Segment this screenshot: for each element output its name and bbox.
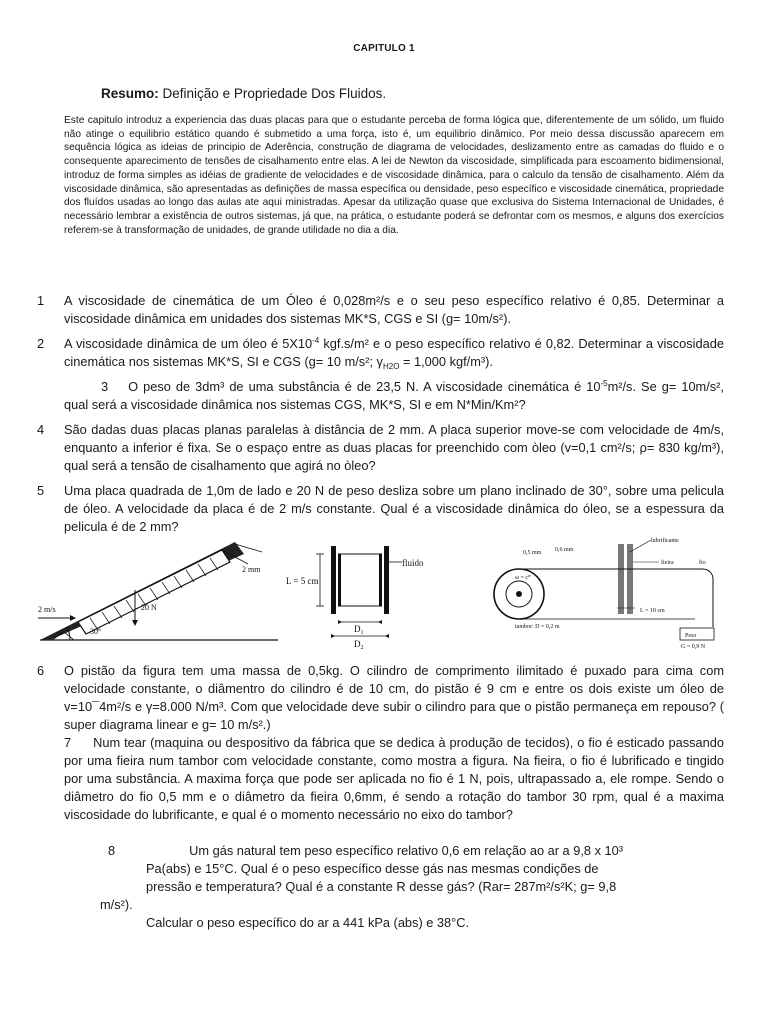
question-4: [37, 421, 724, 475]
wire-diameter-label: 0,5 mm: [523, 550, 542, 556]
text-part: A viscosidade dinâmica de um óleo é 5X10: [64, 336, 313, 351]
question-text: O pistão da figura tem uma massa de 0,5kg. O cilindro de comprimento ilimitado é puxado para cima com velocidade constante, o diâmentro do cilindro é de 10 cm, do pistão é 9 cm e entre os dois existe um óleo de v=10¯4m²/s e γ=8.000 N/m³. Com que velocidade deve subir o cilindro para que o pistão permaneça em repouso? ( super diagrama linear e g= 10 m/s².): [64, 663, 724, 732]
outer-diameter-label: $D_2$: [354, 639, 364, 651]
question-text: [64, 335, 724, 371]
text-part: m²/s. Se g= 10m/s², qual será a viscosidade dinâmica nos sistemas CGS, MK*S, SI e em N*Min/Km²?: [64, 379, 724, 412]
question-2: [37, 335, 724, 371]
text-part: Num tear (maquina ou despositivo da fábrica que se dedica à produção de tecidos), o fio é esticado passando por uma fieira num tambor com velocidade constante, como mostra a figura. Na fieira, o fio é lubrificado e tingido por uma substância. A maxima força que pode ser aplicada no fio é 1 N, pois, ultrapassado a, ele rompe. Sendo o diâmetro do fio 0,5 mm e o diâmetro da fieira 0,6mm, é sendo a rotação do tambor 30 rpm, qual é a maxima viscosidade do lubrificante, e qual é o momento necessário no eixo do tambor?: [64, 735, 724, 822]
text-part: O peso de 3dm³ de uma substância é de 23,5 N. A viscosidade cinemática é 10: [128, 379, 601, 394]
speed-label: 2 m/s: [38, 605, 56, 614]
die-label: fieira: [661, 560, 674, 566]
text-part: Um gás natural tem peso específico relativo 0,6 em relação ao ar a 9,8 x 10³: [189, 843, 624, 858]
question-7: [64, 734, 724, 824]
question-number: 6: [37, 663, 45, 678]
question-5: [37, 482, 724, 536]
loom-figure: [455, 532, 715, 660]
piston-figure: [280, 532, 450, 657]
question-text: [64, 734, 724, 824]
question-3: [64, 378, 724, 414]
wire-label: fio: [699, 560, 706, 566]
text-part: = 1,000 kgf/m³).: [399, 354, 493, 369]
question-8-line-4: m/s²).: [100, 897, 133, 912]
question-text: Uma placa quadrada de 1,0m de lado e 20 N de peso desliza sobre um plano inclinado de 30°, sobre uma pelicula de óleo. A velocidade da placa é de 2 m/s constante. Qual é a viscosidade dinâmica do óleo, se a espessura da pelicula é de 2 mm?: [64, 483, 724, 534]
question-8: [96, 842, 726, 932]
lubricant-label: lubrificante: [651, 538, 679, 544]
subscript: H2O: [382, 362, 400, 371]
summary-label: Resumo:: [101, 86, 159, 101]
drum-label: tambor: D = 0,2 m: [515, 624, 560, 630]
question-number: 1: [37, 293, 45, 308]
weight-box-label: Peso: [685, 633, 697, 639]
inclined-plane-figure: [30, 532, 280, 650]
sliding-plate: [78, 550, 230, 634]
figures-row: [30, 532, 730, 660]
length-label: L = 5 cm: [286, 576, 319, 586]
summary-title: Definição e Propriedade Dos Fluidos.: [162, 86, 387, 101]
text-part: kgf.s/m² e o peso específico relativo é 0,82. Determinar a viscosidade cinemática nos sistemas MK*S, SI e CGS (g= 10 m/s²; γ: [64, 336, 724, 369]
question-text: A viscosidade de cinemática de um Óleo é 0,028m²/s e o seu peso específico relativo é 0,85. Determinar a viscosidade dinâmica em unidades dos sistemas MK*S, CGS e SI (g= 10m/s²).: [64, 293, 724, 326]
question-8-line-5: Calcular o peso específico do ar a 441 kPa (abs) e 38°C.: [146, 915, 470, 930]
exponent: -5: [600, 379, 608, 388]
question-6: [37, 662, 724, 734]
question-1: [37, 292, 724, 328]
question-number: 2: [37, 336, 45, 351]
chapter-title: CAPITULO 1: [353, 43, 415, 54]
question-number: 8: [108, 843, 116, 858]
question-8-line-1: [96, 842, 726, 860]
die-diameter-label: 0,6 mm: [555, 547, 574, 553]
weight-label: 20 N: [141, 603, 157, 612]
question-number: 7: [64, 735, 72, 750]
question-number: 4: [37, 422, 45, 437]
exponent: -4: [312, 336, 320, 345]
question-number: 3: [101, 379, 109, 394]
fluid-label: fluido: [402, 558, 424, 568]
omega-label: $\omega = c^{te}$: [515, 573, 531, 581]
inner-diameter-label: $D_1$: [354, 624, 364, 636]
die-length-label: L = 10 cm: [640, 608, 665, 614]
question-text: São dadas duas placas planas paralelas à distância de 2 mm. A placa superior move-se com velocidade de 4m/s, enquanto a inferior é fixa. Se o espaço entre as duas placas for preenchido com òleo (v=0,1 cm²/s; ρ= 830 kg/m³), qual será a tensão de cisalhamento que agirá no òleo?: [64, 422, 724, 473]
question-8-line-3: pressão e temperatura? Qual é a constante R desse gás? (Rar= 287m²/s²K; g= 9,8: [146, 879, 617, 894]
force-label: G = 0,9 N: [681, 644, 706, 650]
question-number: 5: [37, 483, 45, 498]
gap-label: 2 mm: [242, 565, 261, 574]
chapter-abstract: Este capitulo introduz a experiencia das duas placas para que o estudante perceba de forma lógica que, diferentemente de um sólido, um fluido não atinge o equilibrio estático quando é submetido a uma força, isto é, um equilibrio dinâmico. Por meio dessa discussão aparecem em sequência lógica as ideias de principio de Aderência, construção de diagrama de velocidades, deslizamento entre as camadas do fluido e o consequente aparecimento de tensões de cisalhamento entre elas. A lei de Newton da viscosidade, simplificada para escoamento bidimensional, introduz de forma simples as idéias de gradiente de velocidades e de viscosidade dinâmica, para o calculo da tensão de cisalhamento. Além da viscosidade dinâmica, são apresentadas as definições de massa específica ou densidade, peso específico e viscosidade cinemática, propriedade dos fluídos usadas ao longo das aulas ate aqui ministradas. Apesar da utilização quase que exclusiva do Sistema Internacional de Unidades, é necessário lembrar a existência de outros sistemas, já que, na prática, o estudante poderá se defrontar com os mesmos, e alguns dos exercícios referem-se à transformação de unidades, de grande utilidade no dia a dia.: [64, 115, 724, 236]
angle-label: 30°: [90, 627, 102, 636]
question-text: [64, 378, 724, 414]
question-8-line-2: Pa(abs) e 15°C. Qual é o peso específico desse gás nas mesmas condições de: [146, 861, 599, 876]
summary-heading: [101, 86, 386, 101]
